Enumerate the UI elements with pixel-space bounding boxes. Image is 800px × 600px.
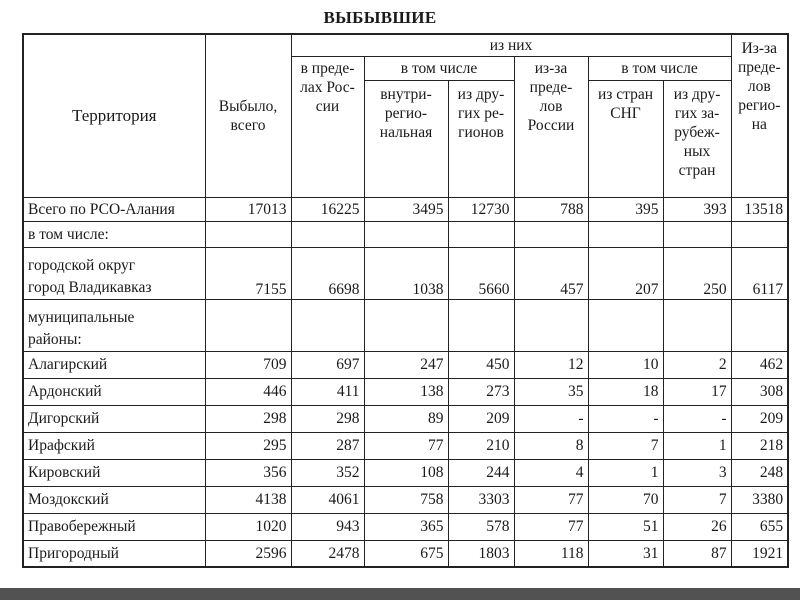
cell-other-regions: 3303 bbox=[448, 486, 514, 513]
cell-other-foreign: 3 bbox=[663, 459, 731, 486]
table-row bbox=[23, 405, 788, 432]
header-line: лов bbox=[539, 97, 563, 115]
header-line: из стран bbox=[597, 85, 654, 103]
cell-empty bbox=[731, 221, 788, 247]
cell-empty bbox=[205, 221, 291, 247]
cell-empty bbox=[663, 299, 731, 351]
cell-other-regions: 12730 bbox=[448, 197, 514, 221]
row-name bbox=[23, 247, 205, 299]
cell-outside-russia: 35 bbox=[514, 378, 588, 405]
header-territory: Территория bbox=[23, 34, 205, 197]
cell-other-regions: 210 bbox=[448, 432, 514, 459]
cell-total: 1020 bbox=[205, 513, 291, 540]
row-name: Ирафский bbox=[23, 432, 205, 459]
cell-outside-region: 209 bbox=[731, 405, 788, 432]
cell-outside-russia: 4 bbox=[514, 459, 588, 486]
row-name: в том числе: bbox=[23, 221, 205, 247]
cell-cis: 31 bbox=[588, 540, 663, 567]
cell-outside-region: 1921 bbox=[731, 540, 788, 567]
cell-outside-russia: 118 bbox=[514, 540, 588, 567]
cell-other-regions: 450 bbox=[448, 351, 514, 378]
row-name: Дигорский bbox=[23, 405, 205, 432]
header-line: в преде- bbox=[300, 59, 355, 77]
table-row bbox=[23, 459, 788, 486]
cell-outside-russia: 12 bbox=[514, 351, 588, 378]
cell-intraregional: 1038 bbox=[364, 247, 448, 299]
cell-outside-russia: 77 bbox=[514, 513, 588, 540]
row-name: Всего по РСО-Алания bbox=[23, 197, 205, 221]
cell-other-regions: 5660 bbox=[448, 247, 514, 299]
cell-empty bbox=[731, 299, 788, 351]
cell-outside-region: 6117 bbox=[731, 247, 788, 299]
cell-other-regions: 273 bbox=[448, 378, 514, 405]
cell-intraregional: 89 bbox=[364, 405, 448, 432]
header-line: гих за- bbox=[674, 104, 720, 122]
cell-other-regions: 244 bbox=[448, 459, 514, 486]
cell-outside-region: 13518 bbox=[731, 197, 788, 221]
table-row-total bbox=[23, 197, 788, 221]
table-row bbox=[23, 351, 788, 378]
header-line: рубеж- bbox=[674, 123, 720, 141]
cell-other-foreign: 7 bbox=[663, 486, 731, 513]
cell-total: 4138 bbox=[205, 486, 291, 513]
cell-empty bbox=[291, 299, 364, 351]
header-line: СНГ bbox=[610, 104, 641, 122]
cell-other-regions: 578 bbox=[448, 513, 514, 540]
cell-outside-russia: 457 bbox=[514, 247, 588, 299]
cell-other-foreign: - bbox=[663, 405, 731, 432]
header-line: из-за bbox=[534, 59, 568, 77]
cell-within-russia: 287 bbox=[291, 432, 364, 459]
cell-cis: 70 bbox=[588, 486, 663, 513]
header-other-foreign bbox=[663, 80, 731, 197]
table-row bbox=[23, 540, 788, 567]
cell-intraregional: 247 bbox=[364, 351, 448, 378]
header-within-russia bbox=[291, 56, 364, 197]
header-line: из дру- bbox=[673, 85, 721, 103]
header-line: России bbox=[527, 116, 575, 134]
cell-empty bbox=[448, 299, 514, 351]
cell-empty bbox=[364, 221, 448, 247]
cell-cis: 10 bbox=[588, 351, 663, 378]
cell-other-foreign: 1 bbox=[663, 432, 731, 459]
cell-other-foreign: 393 bbox=[663, 197, 731, 221]
header-total bbox=[205, 34, 291, 197]
header-total-line: всего bbox=[230, 116, 266, 134]
cell-within-russia: 298 bbox=[291, 405, 364, 432]
row-name-line: районы: bbox=[28, 330, 82, 348]
header-cis-countries bbox=[588, 80, 663, 197]
cell-empty bbox=[291, 221, 364, 247]
row-name: Моздокский bbox=[23, 486, 205, 513]
cell-intraregional: 758 bbox=[364, 486, 448, 513]
cell-intraregional: 3495 bbox=[364, 197, 448, 221]
header-line: гионов bbox=[458, 123, 504, 141]
cell-outside-russia: 788 bbox=[514, 197, 588, 221]
table-row bbox=[23, 513, 788, 540]
table-row-including bbox=[23, 221, 788, 247]
row-name: Кировский bbox=[23, 459, 205, 486]
cell-within-russia: 16225 bbox=[291, 197, 364, 221]
cell-empty bbox=[364, 299, 448, 351]
bottom-bar bbox=[0, 588, 800, 600]
cell-total: 7155 bbox=[205, 247, 291, 299]
cell-empty bbox=[663, 221, 731, 247]
cell-outside-region: 3380 bbox=[731, 486, 788, 513]
cell-empty bbox=[514, 299, 588, 351]
cell-outside-region: 218 bbox=[731, 432, 788, 459]
cell-intraregional: 77 bbox=[364, 432, 448, 459]
header-line: гих ре- bbox=[457, 104, 505, 122]
cell-intraregional: 108 bbox=[364, 459, 448, 486]
row-name-line: город Владикавказ bbox=[28, 278, 152, 296]
header-line: лах Рос- bbox=[300, 78, 355, 96]
cell-empty bbox=[588, 221, 663, 247]
header-line: внутри- bbox=[380, 85, 432, 103]
row-name-line: муниципальные bbox=[28, 308, 135, 326]
cell-empty bbox=[514, 221, 588, 247]
header-line: на bbox=[751, 116, 767, 133]
migration-table bbox=[22, 33, 789, 568]
cell-other-foreign: 87 bbox=[663, 540, 731, 567]
cell-within-russia: 6698 bbox=[291, 247, 364, 299]
row-name bbox=[23, 299, 205, 351]
cell-outside-region: 308 bbox=[731, 378, 788, 405]
cell-cis: 207 bbox=[588, 247, 663, 299]
row-name: Пригородный bbox=[23, 540, 205, 567]
cell-empty bbox=[448, 221, 514, 247]
cell-empty bbox=[205, 299, 291, 351]
cell-within-russia: 411 bbox=[291, 378, 364, 405]
cell-cis: 395 bbox=[588, 197, 663, 221]
cell-within-russia: 4061 bbox=[291, 486, 364, 513]
table-row bbox=[23, 486, 788, 513]
header-line: нальная bbox=[379, 123, 433, 141]
header-line: ных bbox=[683, 142, 711, 160]
header-including-2: в том числе bbox=[588, 56, 731, 80]
cell-cis: 18 bbox=[588, 378, 663, 405]
cell-within-russia: 697 bbox=[291, 351, 364, 378]
cell-outside-russia: - bbox=[514, 405, 588, 432]
cell-total: 298 bbox=[205, 405, 291, 432]
cell-cis: - bbox=[588, 405, 663, 432]
cell-other-regions: 1803 bbox=[448, 540, 514, 567]
cell-total: 356 bbox=[205, 459, 291, 486]
header-line: регио- bbox=[384, 104, 428, 122]
cell-other-foreign: 26 bbox=[663, 513, 731, 540]
cell-outside-region: 655 bbox=[731, 513, 788, 540]
cell-other-foreign: 250 bbox=[663, 247, 731, 299]
cell-cis: 1 bbox=[588, 459, 663, 486]
cell-cis: 51 bbox=[588, 513, 663, 540]
cell-outside-region: 248 bbox=[731, 459, 788, 486]
header-outside-region bbox=[731, 34, 788, 197]
header-line: сии bbox=[315, 97, 340, 115]
header-line: преде- bbox=[529, 78, 573, 96]
table-row bbox=[23, 378, 788, 405]
cell-total: 2596 bbox=[205, 540, 291, 567]
cell-intraregional: 365 bbox=[364, 513, 448, 540]
header-line: стран bbox=[678, 161, 716, 179]
cell-within-russia: 2478 bbox=[291, 540, 364, 567]
row-name-line: городской округ bbox=[28, 256, 136, 274]
cell-other-foreign: 2 bbox=[663, 351, 731, 378]
cell-other-regions: 209 bbox=[448, 405, 514, 432]
header-total-line: Выбыло, bbox=[218, 97, 278, 115]
header-including-1: в том числе bbox=[364, 56, 514, 80]
cell-outside-russia: 8 bbox=[514, 432, 588, 459]
cell-empty bbox=[588, 299, 663, 351]
cell-total: 295 bbox=[205, 432, 291, 459]
cell-within-russia: 943 bbox=[291, 513, 364, 540]
header-line: Из-за bbox=[741, 40, 778, 57]
table-title: ВЫБЫВШИЕ bbox=[323, 8, 437, 27]
header-line: лов bbox=[747, 78, 771, 95]
header-line: преде- bbox=[738, 59, 781, 76]
cell-intraregional: 675 bbox=[364, 540, 448, 567]
cell-outside-region: 462 bbox=[731, 351, 788, 378]
cell-outside-russia: 77 bbox=[514, 486, 588, 513]
cell-total: 446 bbox=[205, 378, 291, 405]
header-line: регио- bbox=[738, 97, 781, 114]
table-row-vladikavkaz bbox=[23, 247, 788, 299]
row-name: Ардонский bbox=[23, 378, 205, 405]
header-outside-russia bbox=[514, 56, 588, 197]
row-name: Алагирский bbox=[23, 351, 205, 378]
cell-total: 709 bbox=[205, 351, 291, 378]
table-row bbox=[23, 432, 788, 459]
header-of-them: из них bbox=[291, 34, 731, 56]
row-name: Правобережный bbox=[23, 513, 205, 540]
cell-intraregional: 138 bbox=[364, 378, 448, 405]
cell-within-russia: 352 bbox=[291, 459, 364, 486]
header-line: из дру- bbox=[457, 85, 505, 103]
cell-cis: 7 bbox=[588, 432, 663, 459]
header-intraregional bbox=[364, 80, 448, 197]
cell-total: 17013 bbox=[205, 197, 291, 221]
header-from-other-regions bbox=[448, 80, 514, 197]
cell-other-foreign: 17 bbox=[663, 378, 731, 405]
table-row-municipal bbox=[23, 299, 788, 351]
